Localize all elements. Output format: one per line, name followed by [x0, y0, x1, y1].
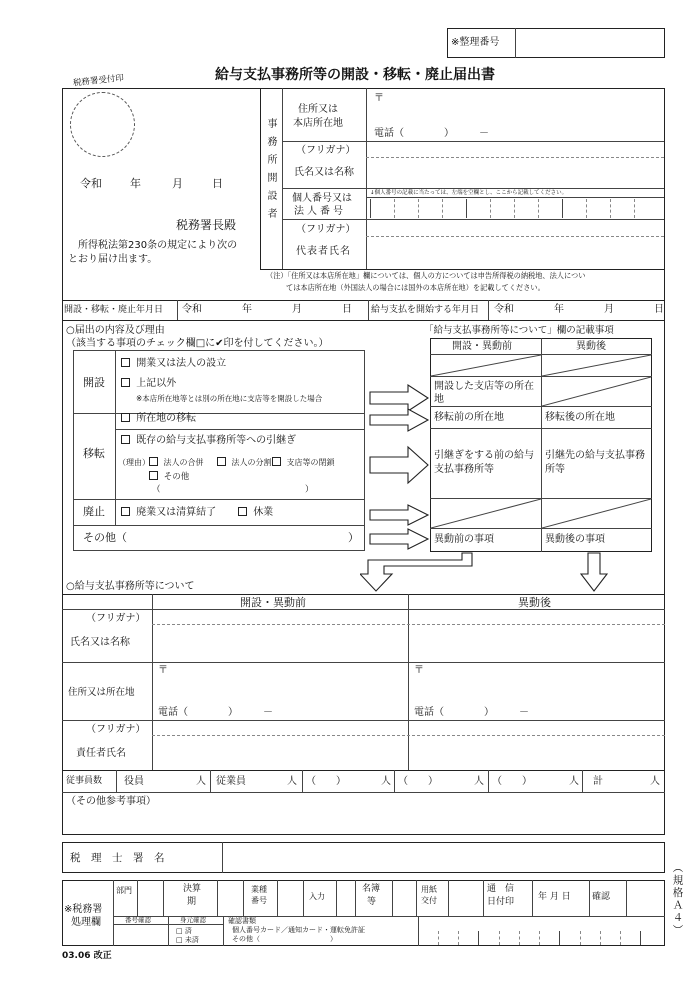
custom-2-unit: 人 — [474, 776, 484, 787]
date-year: 年 — [130, 177, 141, 190]
seiri-number-input[interactable] — [517, 30, 663, 56]
office-furigana-label: （フリガナ） — [86, 613, 146, 624]
law-text-line1: 所得税法第230条の規定により次の — [78, 240, 238, 251]
s-after-cell: 異動後の事項 — [545, 534, 605, 545]
stamp-label: 税務署受付印 — [72, 73, 125, 89]
furigana-label: （フリガナ） — [296, 145, 356, 156]
i-r2[interactable]: 法人の分割 — [217, 457, 272, 468]
ymd-label: 年 月 日 — [538, 892, 571, 902]
hatched-cell — [431, 499, 541, 528]
mynumber-note: ↓個人番号の記載に当たっては、左端を空欄とし、ここから記載してください。 — [370, 190, 568, 196]
tsushin-label: 通 信 — [487, 884, 515, 894]
applicant-vertical-label: 事務所開設者 — [265, 118, 276, 226]
office-use-label: ※税務署 — [64, 904, 103, 915]
s-before-cell: 異動前の事項 — [434, 534, 494, 545]
furigana-label-2: （フリガナ） — [296, 224, 356, 235]
open-date-input[interactable]: 令和 年 月 日 — [182, 304, 352, 315]
i-r3[interactable]: 支店等の閉鎖 — [272, 457, 335, 468]
reason-left-frame — [73, 350, 365, 551]
haishi-label: 廃止 — [83, 505, 105, 518]
docs-other: その他（ ） — [232, 935, 337, 943]
arrow-right-icon — [368, 504, 430, 526]
i-item1[interactable]: 所在地の移転 — [121, 413, 196, 425]
postal-mark: 〒 — [374, 93, 384, 104]
office-col-after: 異動後 — [518, 596, 551, 609]
manager-before-input[interactable] — [154, 737, 406, 769]
office-postal-before: 〒 — [158, 665, 168, 676]
office-furigana-label-2: （フリガナ） — [86, 724, 146, 735]
reason-col-after: 異動後 — [576, 341, 606, 352]
office-use-number-cells[interactable] — [418, 917, 664, 945]
arrow-down-left-icon — [360, 552, 480, 592]
k-item1[interactable]: 開業又は法人の設立 — [121, 358, 226, 370]
yoshi-label: 用紙 — [421, 885, 437, 894]
gyoshu-label: 業種 — [251, 885, 267, 894]
k-item1-checkbox[interactable] — [121, 358, 130, 367]
office-postal-after: 〒 — [414, 665, 424, 676]
form-title: 給与支払事務所等の開設・移転・廃止届出書 — [215, 67, 495, 83]
iten-label: 移転 — [83, 447, 105, 460]
k-before-cell: 開設した支店等の所在地 — [434, 381, 534, 405]
mynumber-label: 個人番号又は — [292, 193, 352, 204]
k-item2-checkbox[interactable] — [121, 378, 130, 387]
reason-section-sub: （該当する事項のチェック欄□に✔印を付してください。） — [66, 338, 329, 349]
office-name-before-input[interactable] — [154, 626, 406, 660]
office-use-label-2: 処理欄 — [71, 917, 101, 928]
note-line2: ては本店所在地（外国法人の場合には国外の本店所在地）を記載してください。 — [286, 283, 545, 292]
arrow-right-icon — [368, 407, 430, 433]
tsushin-label-2: 日付印 — [487, 897, 515, 907]
i-r1-checkbox[interactable] — [149, 457, 158, 466]
nyuryoku-label: 入力 — [309, 892, 325, 901]
docs-types: 個人番号カード／通知カード・運転免許証 — [232, 926, 365, 934]
i-item2-checkbox[interactable] — [121, 435, 130, 444]
bango-kakunin-label: 番号確認 — [125, 916, 151, 924]
start-date-input[interactable]: 令和 年 月 日 — [494, 304, 664, 315]
office-section-title: ○給与支払事務所等について — [66, 581, 195, 592]
i-r4-checkbox[interactable] — [149, 471, 158, 480]
staff-unit: 人 — [287, 776, 297, 787]
date-month: 月 — [172, 177, 183, 190]
arrow-right-icon — [368, 445, 430, 485]
custom-3-paren[interactable]: （ ） — [492, 776, 532, 787]
meibo-label: 名簿 — [362, 884, 381, 894]
i-r1[interactable]: 法人の合併 — [149, 457, 204, 468]
i-item1-checkbox[interactable] — [121, 413, 130, 422]
mizumi-checkbox[interactable]: □ 未済 — [176, 936, 199, 944]
custom-2-paren[interactable]: （ ） — [398, 776, 438, 787]
i-before2-cell: 引継ぎをする前の給与支払事務所等 — [434, 450, 534, 475]
manager-after-input[interactable] — [410, 737, 663, 769]
yoshi-label-2: 交付 — [421, 896, 437, 905]
kessan-label: 決算 — [183, 884, 202, 894]
i-after2-cell: 引継先の給与支払事務所等 — [545, 450, 645, 475]
applicant-phone[interactable]: 電話（ ） － — [374, 128, 489, 139]
date-era: 令和 — [80, 177, 102, 190]
office-name-label: 氏名又は名称 — [70, 637, 130, 648]
office-name-after-input[interactable] — [410, 626, 663, 660]
date-day: 日 — [212, 177, 223, 190]
revision-label: 03.06 改正 — [62, 951, 112, 961]
tax-accountant-input[interactable] — [224, 844, 663, 871]
other-reference-input[interactable] — [64, 808, 663, 834]
i-r2-checkbox[interactable] — [217, 457, 226, 466]
officer-label: 役員 — [124, 776, 144, 787]
bumon-label: 部門 — [116, 886, 132, 895]
i-before1-cell: 移転前の所在地 — [434, 412, 504, 423]
mynumber-label-2: 法人番号 — [294, 206, 346, 217]
address-label: 住所又は — [298, 104, 338, 115]
open-date-label: 開設・移転・廃止年月日 — [64, 305, 164, 315]
total-unit: 人 — [650, 776, 660, 787]
employees-label: 従事員数 — [66, 776, 103, 786]
seiri-number-label: ※整理番号 — [451, 37, 500, 48]
i-item2[interactable]: 既存の給与支払事務所等への引継ぎ — [121, 435, 296, 447]
start-date-label: 給与支払を開始する年月日 — [371, 305, 480, 315]
docs-label: 確認書類 — [228, 917, 256, 925]
applicant-name-label: 氏名又は名称 — [294, 167, 354, 178]
i-reason-label: （理由） — [118, 458, 150, 467]
representative-input[interactable] — [368, 238, 663, 268]
tax-office-chief: 税務署長殿 — [176, 218, 237, 232]
h-item1-checkbox[interactable] — [121, 507, 130, 516]
meibo-label-2: 等 — [367, 897, 377, 907]
reason-col-before: 開設・異動前 — [452, 341, 512, 352]
i-r3-checkbox[interactable] — [272, 457, 281, 466]
office-phone-before[interactable]: 電話（ ） － — [158, 707, 273, 718]
mimoto-kakunin-label: 身元確認 — [180, 916, 206, 924]
officer-unit: 人 — [196, 776, 206, 787]
gyoshu-label-2: 番号 — [251, 896, 267, 905]
sonota-label: その他（ — [83, 531, 127, 544]
i-other-paren[interactable]: （ ） — [152, 485, 314, 495]
address-label-2: 本店所在地 — [293, 118, 343, 129]
i-after1-cell: 移転後の所在地 — [545, 412, 615, 423]
law-text-line2: とおり届け出ます。 — [68, 254, 158, 265]
kaisetsu-label: 開設 — [83, 376, 105, 389]
hatched-cell — [542, 499, 651, 528]
custom-1-unit: 人 — [381, 776, 391, 787]
custom-1-paren[interactable]: （ ） — [306, 776, 346, 787]
i-r4[interactable]: その他 — [149, 471, 189, 482]
staff-label: 従業員 — [216, 776, 246, 787]
hatched-cell — [542, 377, 651, 406]
h-item2-checkbox[interactable] — [238, 507, 247, 516]
reason-col-header: 「給与支払事務所等について」欄の記載事項 — [424, 325, 614, 336]
arrow-right-icon — [368, 528, 430, 550]
custom-3-unit: 人 — [569, 776, 579, 787]
office-col-before: 開設・異動前 — [240, 596, 306, 609]
applicant-name-input[interactable] — [368, 159, 663, 185]
kakunin-label: 確認 — [592, 892, 611, 902]
tax-accountant-label: 税 理 士 署 名 — [70, 852, 165, 864]
applicant-address-input[interactable] — [368, 90, 663, 130]
representative-label: 代表者氏名 — [296, 246, 351, 257]
other-reference-label: （その他参考事項） — [66, 796, 156, 807]
mynumber-cells[interactable] — [370, 199, 662, 218]
office-phone-after[interactable]: 電話（ ） － — [414, 707, 529, 718]
k-item2[interactable]: 上記以外 — [121, 378, 176, 390]
k-note: ※本店所在地等とは別の所在地に支店等を開設した場合 — [136, 394, 323, 403]
arrow-down-icon — [580, 552, 608, 592]
hatched-cell — [431, 355, 541, 376]
reason-section-title: ○届出の内容及び理由 — [66, 325, 165, 336]
kessan-label-2: 期 — [187, 897, 197, 907]
office-address-label: 住所又は所在地 — [68, 687, 135, 698]
h-item1[interactable]: 廃業又は清算結了 — [121, 507, 216, 519]
paper-size-label: （規格Ａ４） — [671, 862, 684, 937]
total-label: 計 — [593, 776, 603, 787]
hatched-cell — [542, 355, 651, 376]
sonota-input[interactable] — [140, 528, 345, 548]
manager-label: 責任者氏名 — [76, 748, 126, 759]
note-line1: （注）「住所又は本店所在地」欄については、個人の方については申告所得税の納税地、法人につい — [266, 271, 586, 280]
zumi-checkbox[interactable]: □ 済 — [176, 927, 192, 935]
sonota-close: ） — [348, 531, 359, 544]
h-item2[interactable]: 休業 — [238, 507, 273, 519]
